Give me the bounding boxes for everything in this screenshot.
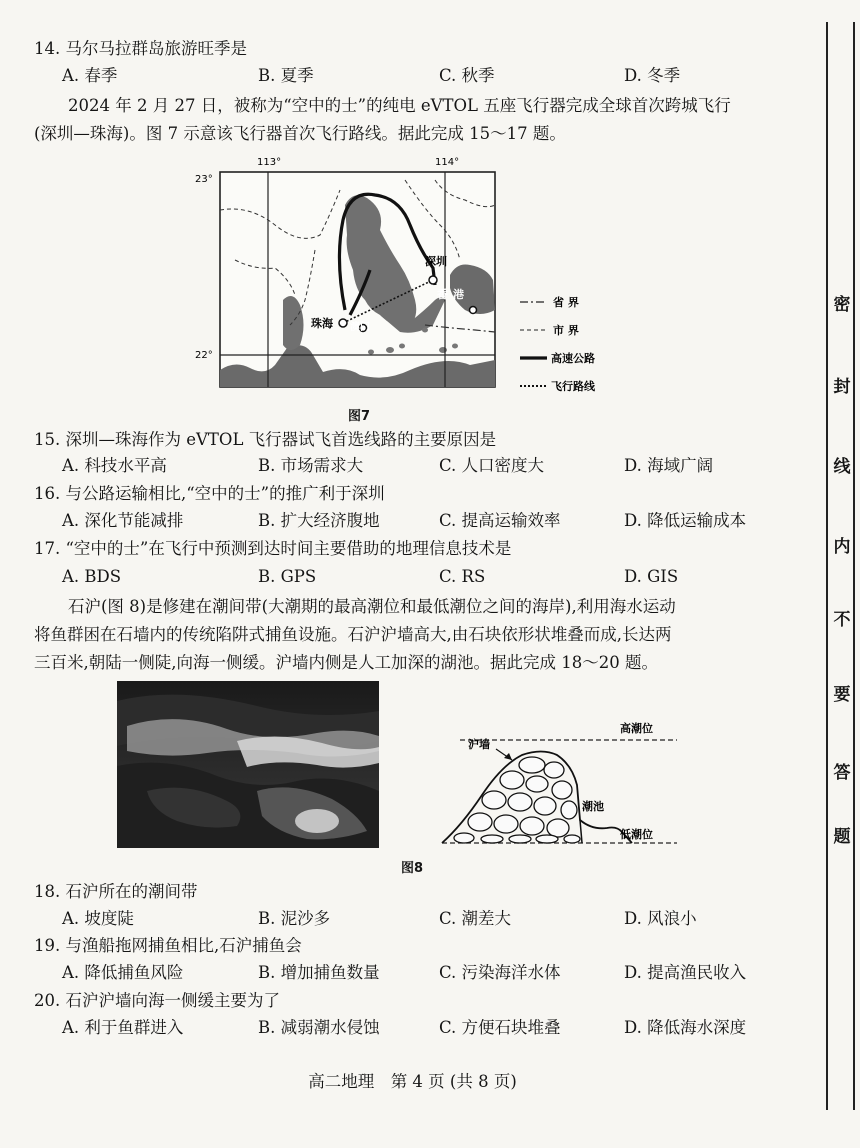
map-label-macau: 澳门: [350, 322, 370, 333]
figure-8-caption: 图8: [401, 861, 424, 876]
q14-option-b: B. 夏季: [258, 66, 314, 85]
figure-8-photo: [117, 681, 379, 848]
q15-option-d: D. 海域广阔: [624, 456, 714, 475]
q19-option-c: C. 污染海洋水体: [439, 963, 561, 982]
q16-option-b: B. 扩大经济腹地: [258, 511, 380, 530]
q15-option-c: C. 人口密度大: [439, 456, 545, 475]
figure-7-caption: 图7: [348, 409, 371, 424]
q15-stem: 15. 深圳—珠海作为 eVTOL 飞行器试飞首选线路的主要原因是: [34, 430, 497, 449]
legend-flight: 飞行路线: [551, 380, 595, 393]
q16-option-a: A. 深化节能减排: [62, 511, 184, 530]
passage2-line2: 将鱼群困在石墙内的传统陷阱式捕鱼设施。石沪沪墙高大,由石块依形状堆叠而成,长达两: [34, 625, 672, 644]
margin-char-5: 不: [833, 610, 851, 630]
q19-option-d: D. 提高渔民收入: [624, 963, 747, 982]
margin-rule-right: [853, 22, 855, 1110]
map-label-shenzhen: 深圳: [425, 255, 447, 268]
q17-option-a: A. BDS: [62, 567, 122, 586]
label-high-tide: 高潮位: [620, 722, 653, 735]
map-lat-22: 22°: [195, 350, 213, 361]
q14-option-c: C. 秋季: [439, 66, 495, 85]
margin-rule-left: [826, 22, 828, 1110]
figure-8-diagram: [432, 700, 692, 855]
q18-option-d: D. 风浪小: [624, 909, 697, 928]
margin-char-3: 线: [833, 457, 851, 477]
q20-option-c: C. 方便石块堆叠: [439, 1018, 561, 1037]
margin-char-8: 题: [833, 827, 851, 847]
passage2-line3: 三百米,朝陆一侧陡,向海一侧缓。沪墙内侧是人工加深的湖池。据此完成 18～20 题。: [34, 653, 658, 672]
q15-option-a: A. 科技水平高: [62, 456, 167, 475]
margin-char-7: 答: [833, 763, 851, 783]
q17-option-c: C. RS: [439, 567, 486, 586]
label-wall: 沪墙: [468, 738, 490, 751]
q19-option-a: A. 降低捕鱼风险: [62, 963, 184, 982]
q18-option-c: C. 潮差大: [439, 909, 512, 928]
q18-option-a: A. 坡度陡: [62, 909, 134, 928]
q14-option-d: D. 冬季: [624, 66, 681, 85]
map-lon-113: 113°: [257, 157, 282, 168]
q15-option-b: B. 市场需求大: [258, 456, 364, 475]
q20-stem: 20. 石沪沪墙向海一侧缓主要为了: [34, 991, 280, 1010]
margin-char-6: 要: [833, 685, 851, 705]
q16-option-c: C. 提高运输效率: [439, 511, 561, 530]
q19-stem: 19. 与渔船拖网捕鱼相比,石沪捕鱼会: [34, 936, 302, 955]
map-label-zhuhai: 珠海: [311, 317, 333, 330]
q16-stem: 16. 与公路运输相比,“空中的士”的推广利于深圳: [34, 484, 385, 503]
q20-option-a: A. 利于鱼群进入: [62, 1018, 184, 1037]
passage1-line2: (深圳—珠海)。图 7 示意该飞行器首次飞行路线。据此完成 15～17 题。: [34, 124, 566, 143]
q19-option-b: B. 增加捕鱼数量: [258, 963, 380, 982]
q17-option-d: D. GIS: [624, 567, 679, 586]
page-footer: 高二地理 第 4 页 (共 8 页): [308, 1072, 517, 1091]
figure-7-map: [195, 150, 625, 425]
label-pool: 潮池: [582, 800, 604, 813]
q14-stem: 14. 马尔马拉群岛旅游旺季是: [34, 39, 247, 58]
passage1-line1: 2024 年 2 月 27 日，被称为“空中的士”的纯电 eVTOL 五座飞行器完成全球首次跨城飞行: [68, 96, 731, 115]
map-label-hongkong-1: 香: [437, 288, 448, 301]
legend-city: 市 界: [553, 324, 579, 337]
label-low-tide: 低潮位: [620, 828, 653, 841]
q16-option-d: D. 降低运输成本: [624, 511, 747, 530]
legend-province: 省 界: [553, 296, 579, 309]
map-lon-114: 114°: [435, 157, 460, 168]
q17-option-b: B. GPS: [258, 567, 317, 586]
q18-stem: 18. 石沪所在的潮间带: [34, 882, 198, 901]
q17-stem: 17. “空中的士”在飞行中预测到达时间主要借助的地理信息技术是: [34, 539, 512, 558]
margin-char-1: 密: [833, 295, 851, 315]
legend-highway: 高速公路: [551, 352, 595, 365]
q20-option-d: D. 降低海水深度: [624, 1018, 747, 1037]
q14-option-a: A. 春季: [62, 66, 118, 85]
margin-char-4: 内: [833, 537, 851, 557]
q18-option-b: B. 泥沙多: [258, 909, 331, 928]
passage2-line1: 石沪(图 8)是修建在潮间带(大潮期的最高潮位和最低潮位之间的海岸),利用海水运动: [68, 597, 676, 616]
map-lat-23: 23°: [195, 174, 213, 185]
q20-option-b: B. 减弱潮水侵蚀: [258, 1018, 380, 1037]
map-label-hongkong-2: 港: [453, 288, 464, 301]
margin-char-2: 封: [833, 377, 851, 397]
